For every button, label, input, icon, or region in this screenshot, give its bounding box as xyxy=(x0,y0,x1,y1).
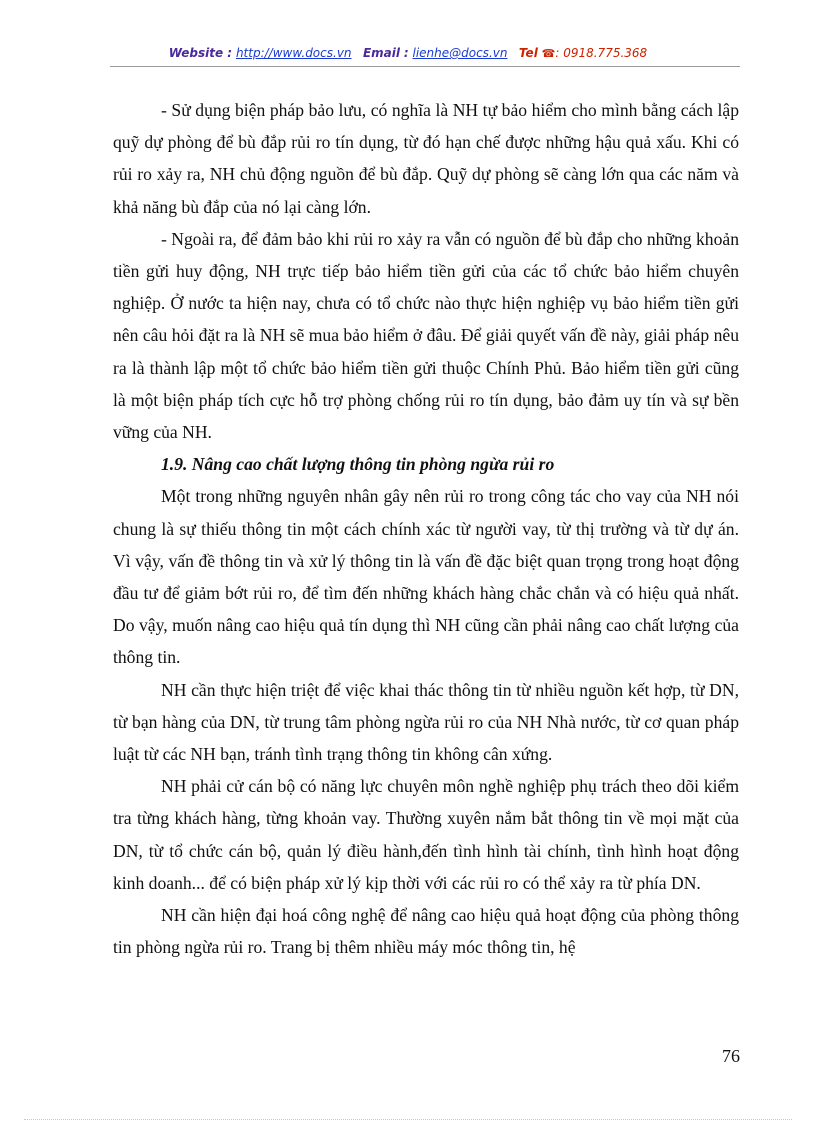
page-number: 76 xyxy=(722,1046,740,1066)
section-heading: 1.9. Nâng cao chất lượng thông tin phòng ngừa rủi ro xyxy=(161,454,555,475)
email-separator: : xyxy=(403,46,409,60)
paragraph: NH cần thực hiện triệt để việc khai thác thông tin từ nhiều nguồn kết hợp, từ DN, từ bạn hàng của DN, từ trung tâm phòng ngừa rủi ro của NH Nhà nước, từ cơ quan pháp luật từ các NH bạn, tránh tình trạng thông tin không cân xứng. xyxy=(113,679,739,765)
website-label: Website : xyxy=(168,46,233,60)
paragraph: - Ngoài ra, để đảm bảo khi rủi ro xảy ra vẫn có nguồn để bù đắp cho những khoản tiền gửi huy động, NH trực tiếp bảo hiểm tiền gửi của các tổ chức bảo hiểm chuyên nghiệp. Ở nước ta hiện nay, chưa có tổ chức nào thực hiện nghiệp vụ bảo hiểm tiền gửi nên câu hỏi đặt ra là NH sẽ mua bảo hiểm ở đâu. Để giải quyết vấn đề này, giải pháp nêu ra là thành lập một tổ chức bảo hiểm tiền gửi thuộc Chính Phủ. Bảo hiểm tiền gửi cũng là một biện pháp tích cực hỗ trợ phòng chống rủi ro tín dụng, bảo đảm uy tín và sự bền vững của NH. xyxy=(113,228,739,443)
header-divider xyxy=(110,66,740,67)
paragraph: Một trong những nguyên nhân gây nên rủi ro trong công tác cho vay của NH nói chung là sự thiếu thông tin một cách chính xác từ người vay, từ thị trường và từ dự án. Vì vậy, vấn đề thông tin và xử lý thông tin là vấn đề đặc biệt quan trọng trong hoạt động đầu tư để giảm bớt rủi ro, để tìm đến những khách hàng chắc chắn và có hiệu quả nhất. Do vậy, muốn nâng cao hiệu quả tín dụng thì NH cũng cần phải nâng cao chất lượng của thông tin. xyxy=(113,486,739,668)
email-label: Email xyxy=(362,46,401,60)
page-bottom-border xyxy=(24,1119,792,1120)
paragraph: NH phải cử cán bộ có năng lực chuyên môn nghề nghiệp phụ trách theo dõi kiểm tra từng khách hàng, từng khoản vay. Thường xuyên nắm bắt thông tin về mọi mặt của DN, từ tổ chức cán bộ, quản lý điều hành,đến tình hình tài chính, tình hình hoạt động kinh doanh... để có biện pháp xử lý kịp thời với các rủi ro có thể xảy ra từ phía DN. xyxy=(113,776,739,893)
phone-number: : 0918.775.368 xyxy=(555,46,648,60)
paragraph: NH cần hiện đại hoá công nghệ để nâng cao hiệu quả hoạt động của phòng thông tin phòng ngừa rủi ro. Trang bị thêm nhiều máy móc thông tin, hệ xyxy=(113,905,739,958)
page-header xyxy=(0,46,816,60)
website-link[interactable]: http://www.docs.vn xyxy=(235,46,352,60)
phone-label: Tel xyxy=(518,46,538,60)
document-body xyxy=(113,94,739,963)
email-link[interactable]: lienhe@docs.vn xyxy=(412,46,508,60)
paragraph: - Sử dụng biện pháp bảo lưu, có nghĩa là NH tự bảo hiểm cho mình bằng cách lập quỹ dự phòng để bù đắp rủi ro tín dụng, từ đó hạn chế được những hậu quả xấu. Khi có rủi ro xảy ra, NH chủ động nguồn để bù đắp. Quỹ dự phòng sẽ càng lớn qua các năm và khả năng bù đắp của nó lại càng lớn. xyxy=(113,100,739,217)
phone-icon: ☎ xyxy=(541,47,556,60)
